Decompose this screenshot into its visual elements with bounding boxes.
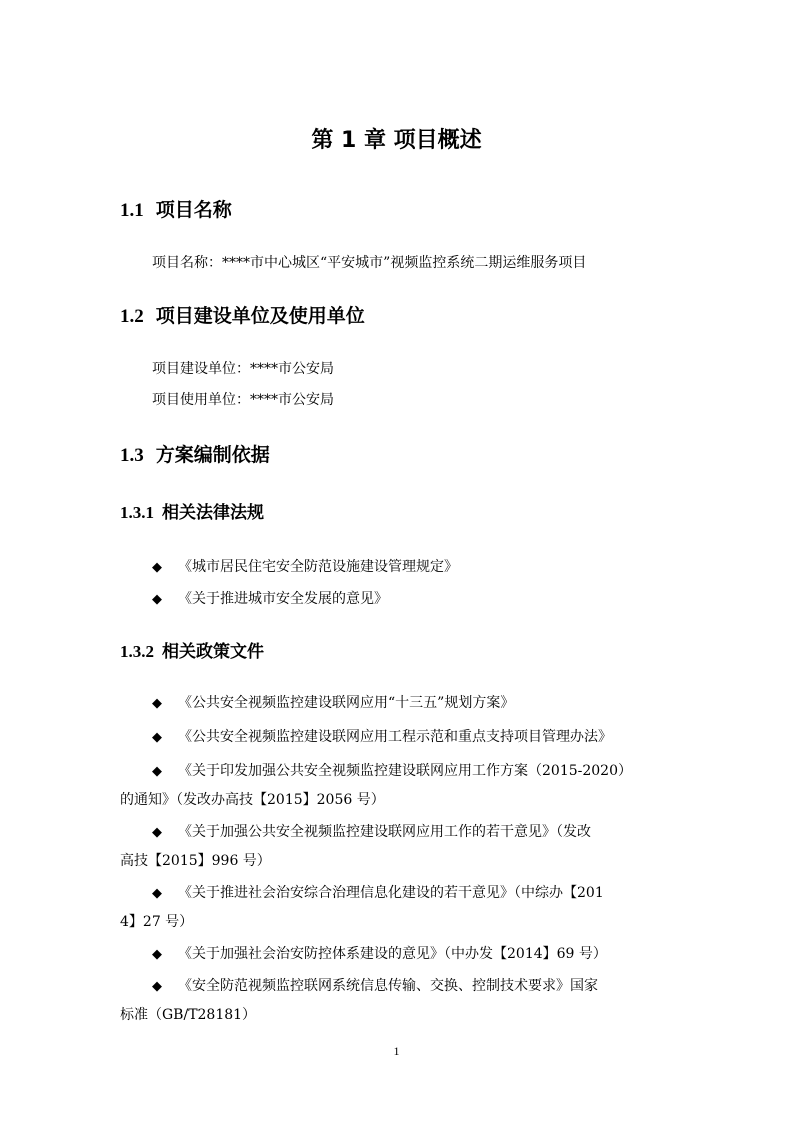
- subsection-title: 相关政策文件: [162, 642, 264, 662]
- section-title: 项目建设单位及使用单位: [155, 305, 365, 327]
- list-item: [152, 692, 514, 715]
- bullet-icon: ◆: [152, 764, 162, 779]
- bullet-icon: ◆: [152, 560, 162, 575]
- list-item: [152, 588, 388, 611]
- section-heading-1-1: [120, 196, 232, 225]
- bullet-icon: ◆: [152, 886, 162, 901]
- subsection-number: 1.3.1: [120, 503, 154, 522]
- list-item: [152, 821, 591, 844]
- list-item-continuation: 标准（GB/T28181）: [120, 1007, 257, 1023]
- list-item-text: 《公共安全视频监控建设联网应用工程示范和重点支持项目管理办法》: [178, 729, 612, 745]
- list-item-text: 《安全防范视频监控联网系统信息传输、交换、控制技术要求》国家: [178, 978, 598, 994]
- list-item-text: 《城市居民住宅安全防范设施建设管理规定》: [178, 559, 458, 575]
- subsection-title: 相关法律法规: [162, 503, 264, 523]
- bullet-icon: ◆: [152, 979, 162, 994]
- subsection-number: 1.3.2: [120, 642, 154, 661]
- bullet-icon: ◆: [152, 730, 162, 745]
- user-unit-line: 项目使用单位：****市公安局: [152, 392, 334, 408]
- section-number: 1.3: [120, 445, 144, 466]
- list-item-text: 《关于加强社会治安防控体系建设的意见》（中办发【2014】69 号）: [178, 946, 607, 962]
- list-item-text: 《公共安全视频监控建设联网应用“十三五”规划方案》: [178, 695, 515, 711]
- section-number: 1.2: [120, 306, 144, 327]
- section-number: 1.1: [120, 200, 144, 221]
- section-heading-1-3: [120, 441, 270, 470]
- page-number: 1: [393, 1044, 400, 1058]
- list-item-continuation: 的通知》（发改办高技【2015】2056 号）: [120, 792, 385, 808]
- list-item: [152, 943, 607, 966]
- bullet-icon: ◆: [152, 825, 162, 840]
- list-item: [152, 882, 604, 905]
- list-item-text: 《关于印发加强公共安全视频监控建设联网应用工作方案（2015-2020）: [178, 763, 632, 779]
- construction-unit-line: 项目建设单位：****市公安局: [152, 361, 334, 377]
- list-item-text: 《关于推进城市安全发展的意见》: [178, 591, 388, 607]
- section-title: 项目名称: [155, 199, 232, 221]
- bullet-icon: ◆: [152, 947, 162, 962]
- bullet-icon: ◆: [152, 592, 162, 607]
- list-item: [152, 975, 598, 998]
- subsection-heading-1-3-1: [120, 500, 264, 526]
- bullet-icon: ◆: [152, 696, 162, 711]
- section-heading-1-2: [120, 302, 365, 331]
- list-item-continuation: 高技【2015】996 号）: [120, 853, 271, 869]
- subsection-heading-1-3-2: [120, 639, 264, 665]
- project-name-line: 项目名称：****市中心城区“平安城市”视频监控系统二期运维服务项目: [152, 255, 587, 271]
- list-item-text: 《关于加强公共安全视频监控建设联网应用工作的若干意见》（发改: [178, 824, 591, 840]
- list-item: [152, 760, 632, 783]
- list-item: [152, 726, 612, 749]
- list-item-continuation: 4】27 号）: [120, 914, 194, 930]
- list-item: [152, 556, 458, 579]
- chapter-title: 第 1 章 项目概述: [311, 128, 482, 153]
- list-item-text: 《关于推进社会治安综合治理信息化建设的若干意见》（中综办【201: [178, 885, 604, 901]
- section-title: 方案编制依据: [155, 444, 270, 466]
